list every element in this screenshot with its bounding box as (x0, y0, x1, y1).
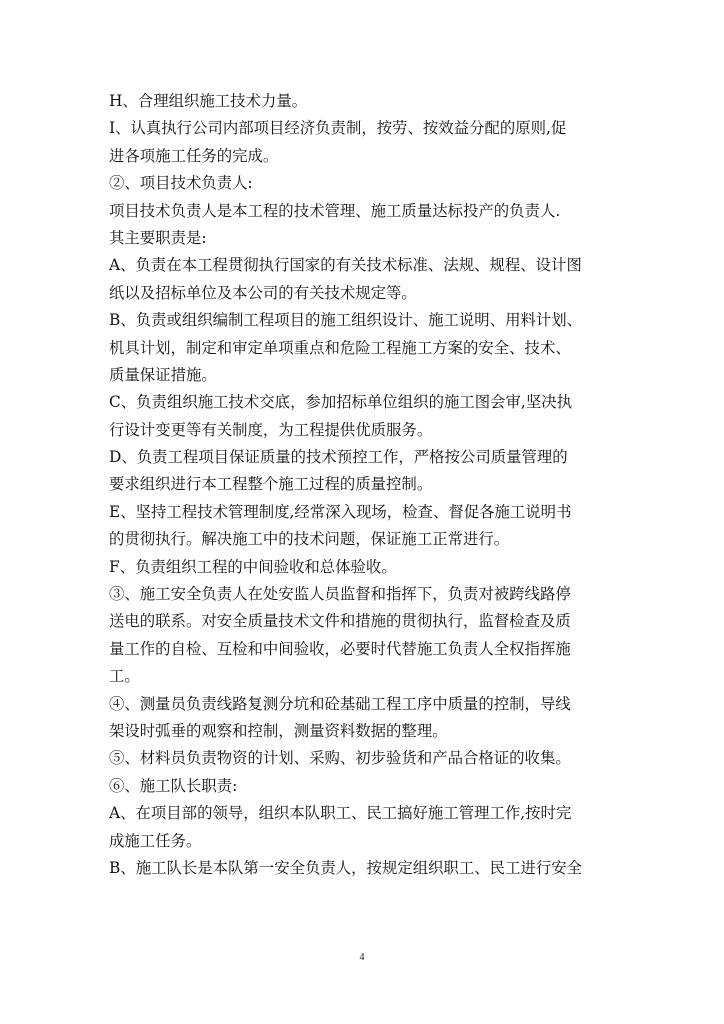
text-line: ②、项目技术负责人: (109, 174, 253, 193)
text-line: C、负责组织施工技术交底，参加招标单位组织的施工图会审,坚决执 (109, 393, 572, 412)
text-line: 工。 (109, 667, 140, 686)
text-line: ③、施工安全负责人在处安监人员监督和指挥下，负责对被跨线路停 (109, 585, 571, 604)
text-line: H、合理组织施工技术力量。 (109, 92, 308, 110)
text-line: 成施工任务。 (109, 831, 202, 850)
text-line: 其主要职责是: (109, 228, 207, 247)
text-line: 进各项施工任务的完成。 (109, 146, 279, 165)
text-line: 质量保证措施。 (109, 365, 217, 384)
text-line: 量工作的自检、互检和中间验收，必要时代替施工负责人全权指挥施 (109, 639, 571, 658)
text-line: A、在项目部的领导，组织本队职工、民工搞好施工管理工作,按时完 (109, 804, 572, 823)
text-line: F、负责组织工程的中间验收和总体验收。 (109, 557, 397, 576)
body-text (109, 88, 619, 882)
text-line: B、负责或组织编制工程项目的施工组织设计、施工说明、用料计划、 (109, 311, 583, 330)
page-number: 4 (359, 952, 365, 963)
text-line: I、认真执行公司内部项目经济负责制，按劳、按效益分配的原则,促 (109, 119, 567, 138)
text-line: A、负责在本工程贯彻执行国家的有关技术标准、法规、规程、设计图 (109, 256, 582, 275)
text-line: ④、测量员负责线路复测分坑和砼基础工程工序中质量的控制，导线 (109, 694, 571, 713)
text-line: B、施工队长是本队第一安全负责人，按规定组织职工、民工进行安全 (109, 858, 583, 877)
text-line: 项目技术负责人是本工程的技术管理、施工质量达标投产的负责人. (109, 201, 561, 220)
text-line: E、坚持工程技术管理制度,经常深入现场，检查、督促各施工说明书 (109, 502, 572, 521)
text-line: ⑤、材料员负责物资的计划、采购、初步验货和产品合格证的收集。 (109, 749, 571, 768)
text-line: 纸以及招标单位及本公司的有关技术规定等。 (109, 283, 417, 302)
text-line: 行设计变更等有关制度，为工程提供优质服务。 (109, 420, 433, 439)
text-line: 的贯彻执行。解决施工中的技术问题，保证施工正常进行。 (109, 530, 510, 549)
text-line: 要求组织进行本工程整个施工过程的质量控制。 (109, 475, 433, 494)
text-line: 机具计划，制定和审定单项重点和危险工程施工方案的安全、技术、 (109, 338, 571, 357)
text-line: 架设时弧垂的观察和控制，测量资料数据的整理。 (109, 721, 448, 740)
text-line: ⑥、施工队长职责: (109, 776, 238, 795)
text-line: D、负责工程项目保证质量的技术预控工作，严格按公司质量管理的 (109, 448, 568, 467)
text-line: 送电的联系。对安全质量技术文件和措施的贯彻执行，监督检查及质 (109, 612, 571, 631)
